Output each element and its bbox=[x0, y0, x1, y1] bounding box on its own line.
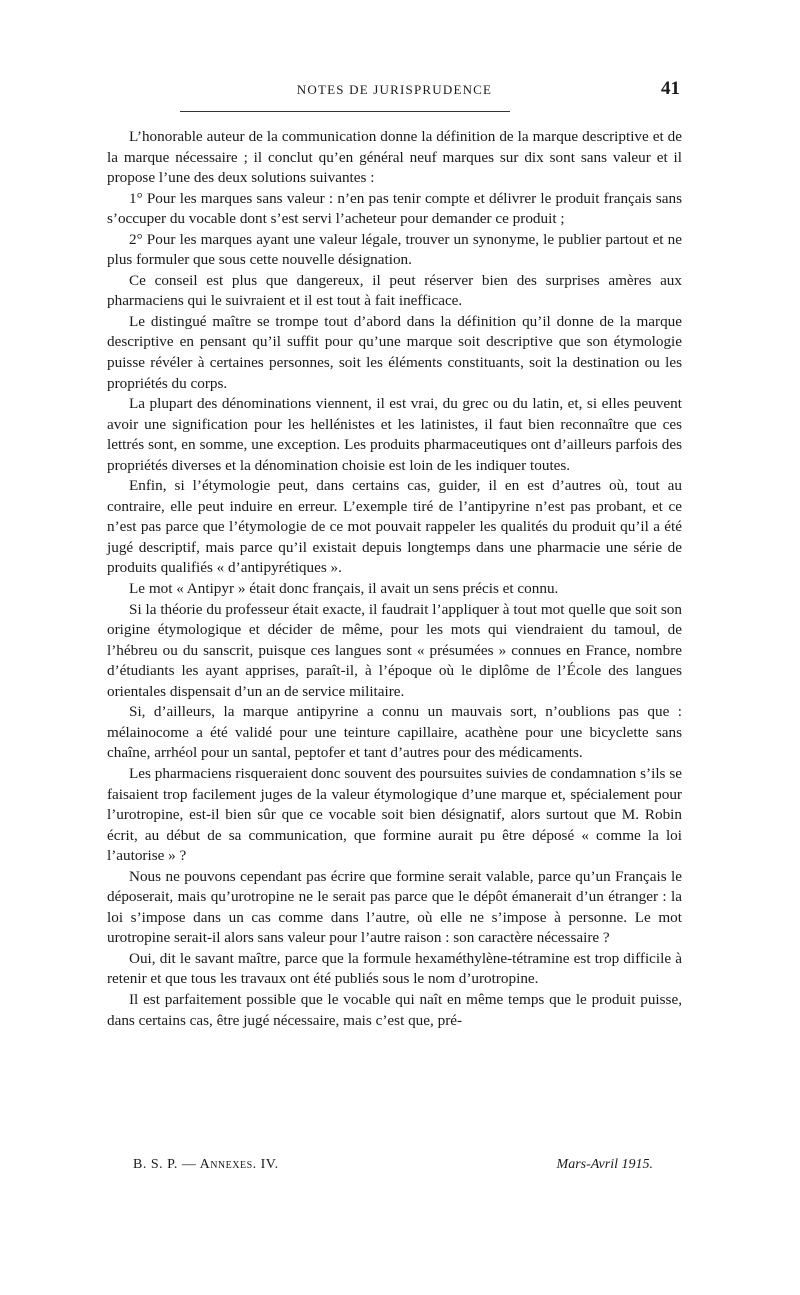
page-number: 41 bbox=[661, 78, 680, 99]
paragraph: Le distingué maître se trompe tout d’abord dans la définition qu’il donne de la marque descriptive en pensant qu’il suffit pour qu’une marque soit descriptive que son étymologie puisse révéler à certaines personnes, soit les éléments constituants, soit la destination ou les propriétés du corps. bbox=[107, 312, 682, 392]
footer-date: Mars-Avril 1915. bbox=[556, 1157, 653, 1172]
paragraph: Il est parfaitement possible que le vocable qui naît en même temps que le produit puisse, dans certains cas, être jugé nécessaire, mais c’est que, pré- bbox=[107, 990, 682, 1029]
paragraph: L’honorable auteur de la communication donne la définition de la marque descriptive et de la marque nécessaire ; il conclut qu’en général neuf marques sur dix sont sans valeur et il propose l’une des deux solutions suivantes : bbox=[107, 128, 682, 187]
paragraph: 1° Pour les marques sans valeur : n’en pas tenir compte et délivrer le produit français sans s’occuper du vocable dont s’est servi l’acheteur pour demander ce produit ; bbox=[107, 189, 682, 228]
page-header bbox=[107, 78, 682, 104]
paragraph: Enfin, si l’étymologie peut, dans certains cas, guider, il en est d’autres où, tout au contraire, elle peut induire en erreur. L’exemple tiré de l’antipyrine n’est pas probant, et ce n’est pas parce que l’étymologie de ce mot pouvait rappeler les qualités du produit qu’il a été jugé descriptif, mais parce qu’il existait depuis longtemps dans une pharmacie une série de produits qualifiés « d’antipyrétiques ». bbox=[107, 477, 682, 577]
paragraph: Le mot « Antipyr » était donc français, il avait un sens précis et connu. bbox=[129, 580, 559, 598]
paragraph: 2° Pour les marques ayant une valeur légale, trouver un synonyme, le publier partout et ne plus formuler que sous cette nouvelle désignation. bbox=[107, 230, 682, 269]
footer-citation: B. S. P. — Annexes. IV. bbox=[133, 1157, 279, 1172]
paragraph: Oui, dit le savant maître, parce que la formule hexaméthylène-tétramine est trop difficile à retenir et que tous les travaux ont été publiés sous le nom d’urotropine. bbox=[107, 949, 682, 988]
paragraph: La plupart des dénominations viennent, il est vrai, du grec ou du latin, et, si elles peuvent avoir une signification pour les hellénistes et les latinistes, il faut bien reconnaître que ces lettrés sont, en somme, une exception. Les produits pharmaceutiques ont d’ailleurs parfois des propriétés diverses et la dénomination choisie est loin de les indiquer toutes. bbox=[107, 395, 682, 474]
paragraph: Ce conseil est plus que dangereux, il peut réserver bien des surprises amères aux pharmaciens qui le suivraient et il est tout à fait inefficace. bbox=[107, 271, 682, 310]
paragraph: Les pharmaciens risqueraient donc souvent des poursuites suivies de condamnation s’ils se faisaient trop facilement juges de la valeur étymologique d’une marque et, spécialement pour l’urotropine, est-il bien sûr que ce vocable soit bien désignatif, alors surtout que M. Robin écrit, au début de sa communication, que formine aurait pu être déposé « comme la loi l’autorise » ? bbox=[107, 764, 682, 865]
body-text bbox=[107, 127, 682, 1031]
running-head: NOTES DE JURISPRUDENCE bbox=[296, 82, 493, 97]
paragraph: Nous ne pouvons cependant pas écrire que formine serait valable, parce qu’un Français le déposerait, mais qu’urotropine ne le serait pas parce que le dépôt émanerait d’un étranger : la loi s’impose dans un cas comme dans l’autre, où elle ne s’impose à personne. Le mot urotropine serait-il alors sans valeur pour l’autre raison : son caractère nécessaire ? bbox=[107, 867, 682, 947]
paragraph: Si la théorie du professeur était exacte, il faudrait l’appliquer à tout mot quelle que soit son origine étymologique et décider de même, pour les mots qui viendraient du tamoul, de l’hébreu ou du sanscrit, puisque ces langues sont « présumées » connues en France, nombre d’étudiants les ayant apprises, paraît-il, à l’époque où le diplôme de l’École des langues orientales dispensait d’un an de service militaire. bbox=[107, 600, 682, 700]
header-rule bbox=[180, 111, 510, 112]
paragraph: Si, d’ailleurs, la marque antipyrine a connu un mauvais sort, n’oublions pas que : mélainocome a été validé pour une teinture capillaire, acathène pour une bicyclette sans chaîne, arrhéol pour un santal, peptofer et tant d’autres pour des médicaments. bbox=[107, 703, 682, 762]
